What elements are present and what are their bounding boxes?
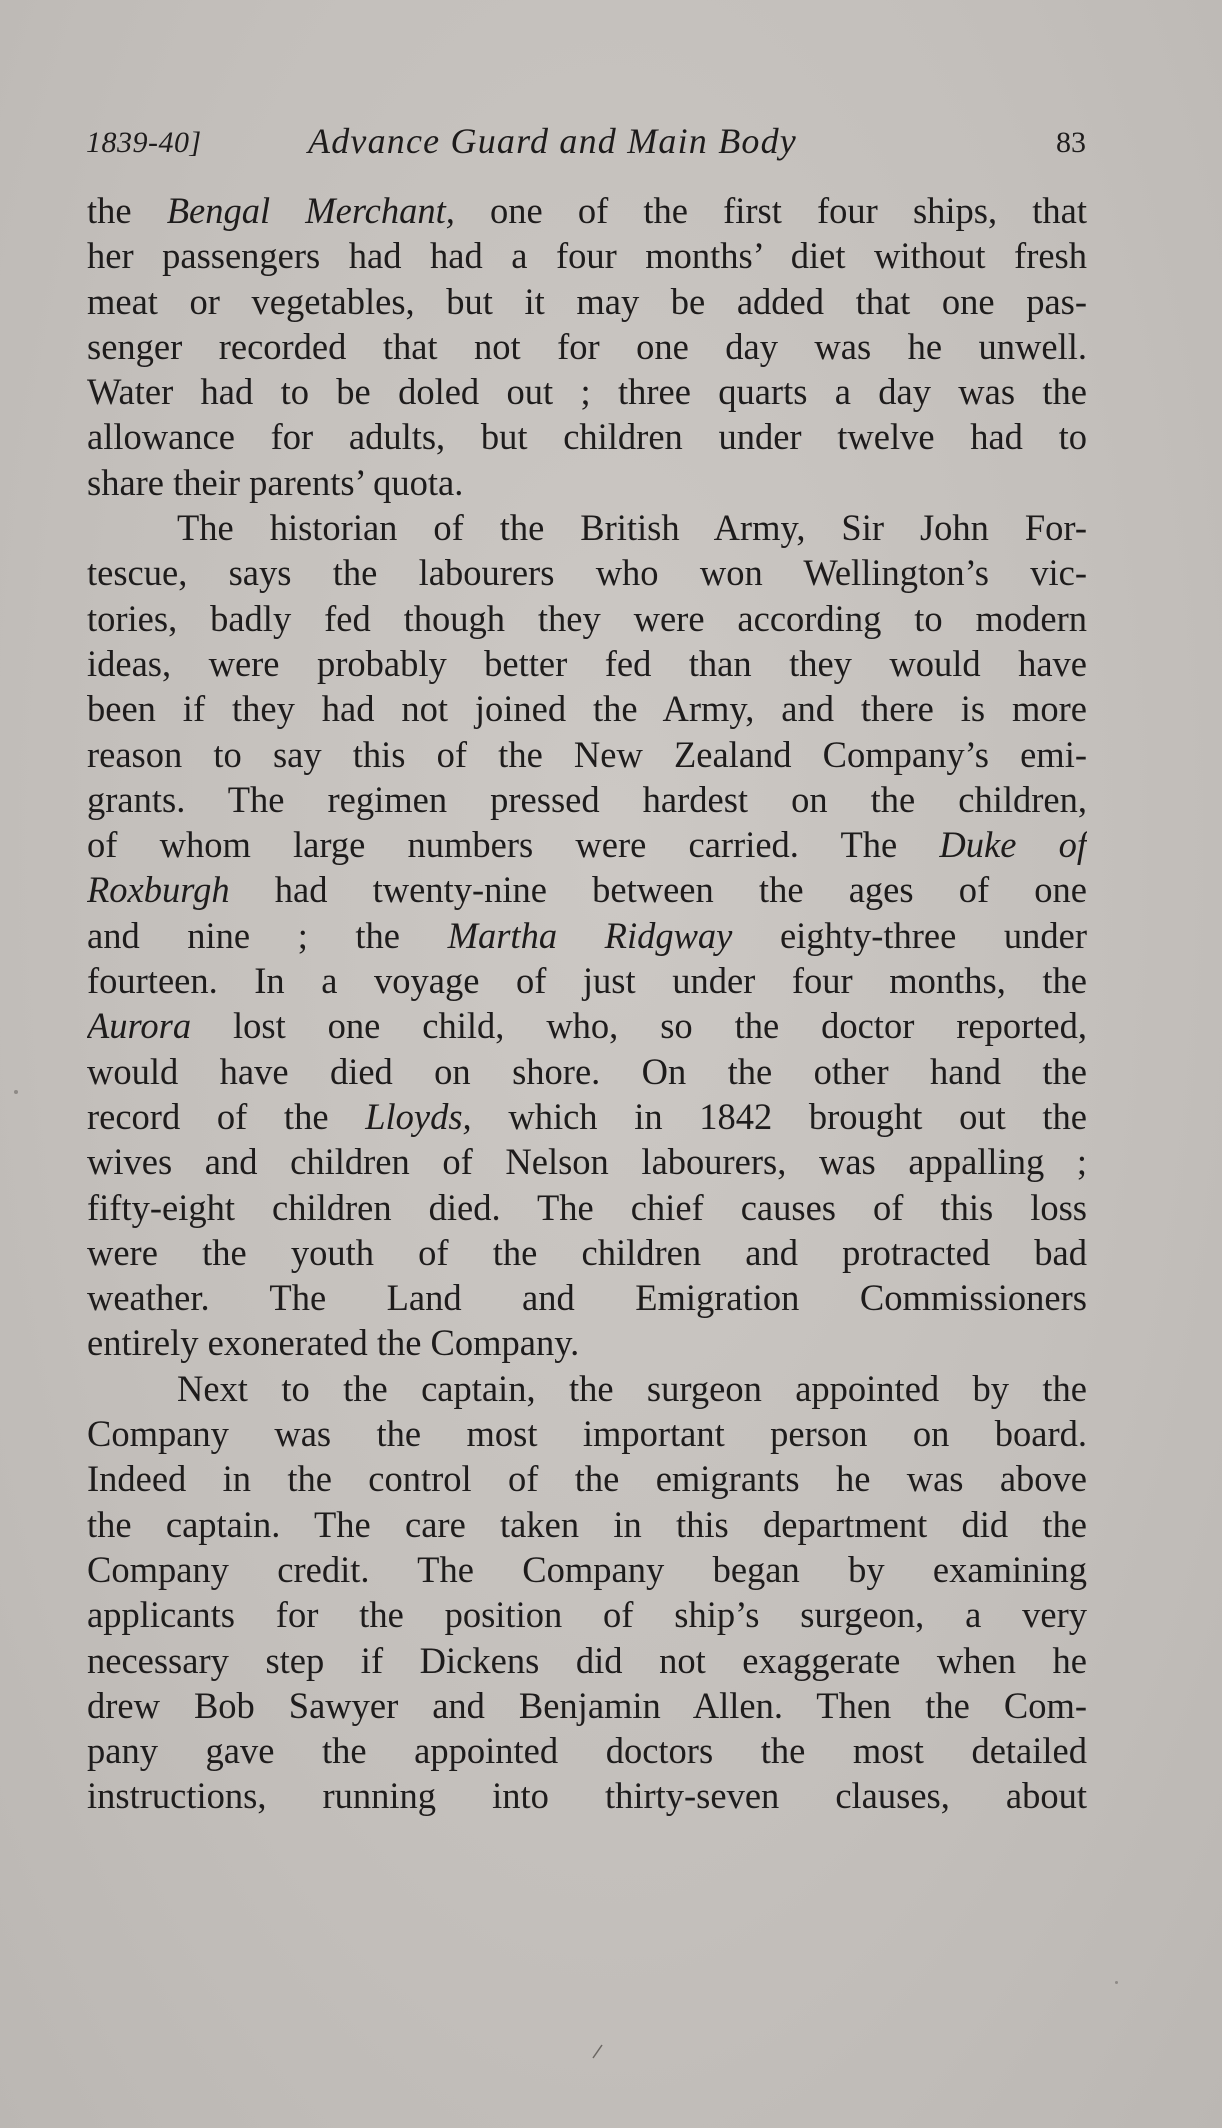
text-segment: eighty-three under bbox=[732, 914, 1087, 956]
text-segment: Indeed in the control of the emigrants he was above bbox=[87, 1458, 1087, 1500]
text-line bbox=[87, 1683, 1087, 1728]
text-segment: fifty-eight children died. The chief causes of this loss bbox=[87, 1186, 1087, 1228]
text-segment: Water had to be doled out ; three quarts a day was the bbox=[87, 371, 1087, 413]
paragraph-first-line bbox=[87, 505, 1087, 550]
italic-ship-name: Lloyds, bbox=[365, 1095, 472, 1137]
text-line bbox=[87, 414, 1087, 459]
text-segment: Next to the captain, the surgeon appointed by the bbox=[177, 1367, 1087, 1409]
text-segment: instructions, running into thirty-seven clauses, about bbox=[87, 1775, 1087, 1817]
text-segment: record of the bbox=[87, 1095, 366, 1137]
text-segment: allowance for adults, but children under twelve had to bbox=[87, 416, 1087, 458]
text-segment: and nine ; the bbox=[87, 914, 448, 956]
text-line bbox=[87, 1502, 1087, 1547]
text-segment: Company was the most important person on board. bbox=[87, 1413, 1087, 1455]
text-segment: applicants for the position of ship’s surgeon, a very bbox=[87, 1594, 1087, 1636]
text-line bbox=[87, 1275, 1087, 1320]
text-segment: meat or vegetables, but it may be added that one pas- bbox=[87, 280, 1087, 322]
text-line bbox=[87, 1638, 1087, 1683]
text-line bbox=[87, 233, 1087, 278]
italic-ship-name: Martha Ridgway bbox=[447, 914, 733, 956]
text-segment: the bbox=[87, 190, 167, 231]
text-segment: pany gave the appointed doctors the most detailed bbox=[87, 1730, 1087, 1772]
text-line bbox=[87, 324, 1087, 369]
body-text bbox=[87, 188, 1087, 1819]
text-line bbox=[87, 188, 1087, 233]
text-segment: weather. The Land and Emigration Commissioners bbox=[87, 1277, 1087, 1319]
text-line bbox=[87, 1320, 1087, 1365]
text-line bbox=[87, 822, 1087, 867]
text-segment: been if they had not joined the Army, and there is more bbox=[87, 688, 1087, 730]
chapter-title: Advance Guard and Main Body bbox=[308, 121, 797, 161]
text-segment: of whom large numbers were carried. The bbox=[87, 824, 940, 866]
page-number: 83 bbox=[1056, 126, 1086, 159]
pencil-mark-icon bbox=[590, 2044, 604, 2060]
text-segment: entirely exonerated the Company. bbox=[87, 1322, 580, 1364]
text-segment: tescue, says the labourers who won Wellington’s vic- bbox=[87, 552, 1087, 594]
text-line bbox=[87, 1003, 1087, 1048]
text-line bbox=[87, 867, 1087, 912]
text-line bbox=[87, 1456, 1087, 1501]
paragraph-first-line bbox=[87, 1366, 1087, 1411]
text-segment: which in 1842 brought out the bbox=[471, 1095, 1087, 1137]
text-line bbox=[87, 686, 1087, 731]
text-segment: senger recorded that not for one day was he unwell. bbox=[87, 325, 1087, 367]
text-line bbox=[87, 777, 1087, 822]
text-segment: the captain. The care taken in this department did the bbox=[87, 1503, 1087, 1545]
text-line bbox=[87, 913, 1087, 958]
text-segment: The historian of the British Army, Sir John For- bbox=[177, 507, 1087, 549]
text-line bbox=[87, 369, 1087, 414]
text-line bbox=[87, 1049, 1087, 1094]
text-segment: drew Bob Sawyer and Benjamin Allen. Then the Com- bbox=[87, 1684, 1087, 1726]
paper-speck bbox=[14, 1090, 18, 1094]
text-segment: were the youth of the children and protracted bad bbox=[87, 1231, 1087, 1273]
text-segment: wives and children of Nelson labourers, was appalling ; bbox=[87, 1141, 1087, 1183]
text-line bbox=[87, 1773, 1087, 1818]
text-segment: necessary step if Dickens did not exaggerate when he bbox=[87, 1639, 1087, 1681]
paper-speck bbox=[1115, 1981, 1118, 1984]
running-head bbox=[86, 120, 1086, 168]
text-segment: one of the first four ships, that bbox=[454, 190, 1087, 231]
text-line bbox=[87, 1230, 1087, 1275]
text-segment: had twenty-nine between the ages of one bbox=[229, 869, 1087, 911]
text-line bbox=[87, 1592, 1087, 1637]
text-segment: lost one child, who, so the doctor reported, bbox=[191, 1005, 1087, 1047]
italic-ship-name: Duke of bbox=[939, 824, 1087, 866]
text-line bbox=[87, 1094, 1087, 1139]
header-date-range: 1839-40] bbox=[86, 126, 202, 159]
text-segment: reason to say this of the New Zealand Company’s emi- bbox=[87, 733, 1087, 775]
italic-ship-name: Aurora bbox=[87, 1005, 192, 1047]
text-line bbox=[87, 1411, 1087, 1456]
text-line bbox=[87, 1547, 1087, 1592]
text-segment: would have died on shore. On the other hand the bbox=[87, 1050, 1087, 1092]
text-line bbox=[87, 1185, 1087, 1230]
text-segment: fourteen. In a voyage of just under four months, the bbox=[87, 960, 1087, 1002]
text-segment: tories, badly fed though they were according to modern bbox=[87, 597, 1087, 639]
text-line bbox=[87, 550, 1087, 595]
text-segment: ideas, were probably better fed than they would have bbox=[87, 642, 1087, 684]
italic-ship-name: Roxburgh bbox=[87, 869, 230, 911]
text-segment: her passengers had had a four months’ diet without fresh bbox=[87, 235, 1087, 277]
text-line bbox=[87, 1728, 1087, 1773]
text-line bbox=[87, 1139, 1087, 1184]
text-segment: grants. The regimen pressed hardest on the children, bbox=[87, 778, 1087, 820]
text-line bbox=[87, 641, 1087, 686]
text-segment: share their parents’ quota. bbox=[87, 461, 464, 503]
text-line bbox=[87, 958, 1087, 1003]
text-line bbox=[87, 460, 1087, 505]
text-segment: Company credit. The Company began by examining bbox=[87, 1548, 1087, 1590]
italic-ship-name: Bengal Merchant, bbox=[166, 190, 455, 231]
text-line bbox=[87, 279, 1087, 324]
text-line bbox=[87, 596, 1087, 641]
text-line bbox=[87, 732, 1087, 777]
